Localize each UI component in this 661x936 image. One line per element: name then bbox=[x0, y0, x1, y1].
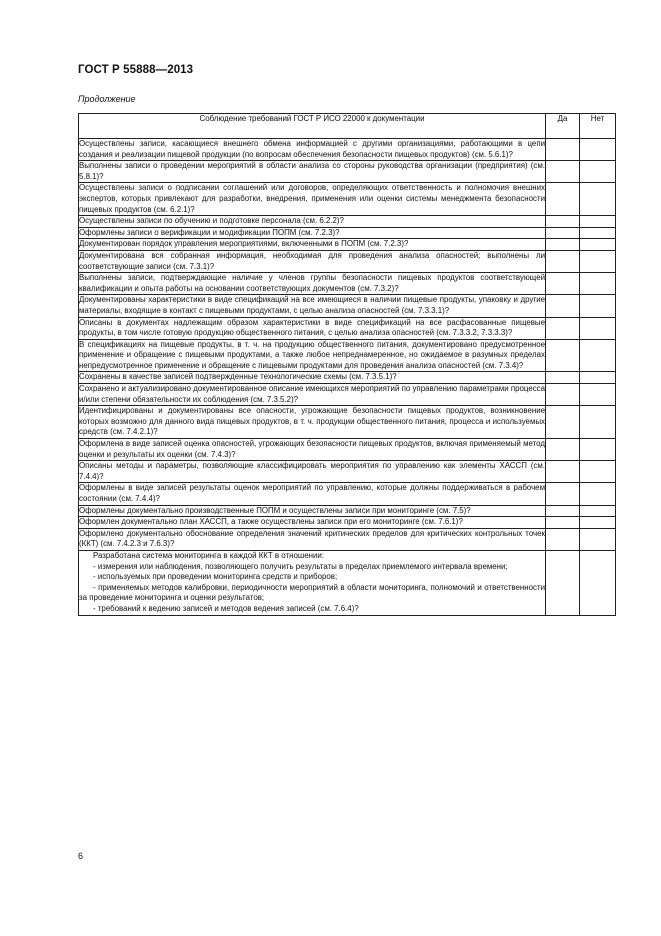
requirement-text: Сохранены в качестве записей подтвержденные технологические схемы (см. 7.3.5.1)? bbox=[79, 372, 546, 384]
no-cell[interactable] bbox=[580, 216, 616, 228]
yes-cell[interactable] bbox=[546, 550, 580, 615]
no-cell[interactable] bbox=[580, 384, 616, 406]
yes-cell[interactable] bbox=[546, 161, 580, 183]
no-cell[interactable] bbox=[580, 227, 616, 239]
table-header-row bbox=[79, 114, 616, 139]
no-cell[interactable] bbox=[580, 161, 616, 183]
requirement-text: Осуществлены записи по обучению и подготовке персонала (см. 6.2.2)? bbox=[79, 216, 546, 228]
yes-cell[interactable] bbox=[546, 250, 580, 272]
requirement-text: Описаны методы и параметры, позволяющие классифицировать мероприятия по управлению как элементы ХАССП (см. 7.4.4)? bbox=[79, 461, 546, 483]
yes-cell[interactable] bbox=[546, 384, 580, 406]
requirement-text: Оформлены записи о верификации и модификации ПОПМ (см. 7.2.3)? bbox=[79, 227, 546, 239]
requirement-text: Осуществлены записи, касающиеся внешнего обмена информацией с другими организациями, работающими в цепи создания и реализации пищевой продукции (по вопросам обеспечения безопасности пищевых продуктов) (см. 5.6.1)? bbox=[79, 139, 546, 161]
requirement-text: Документированы характеристики в виде спецификаций на все имеющиеся в наличии пищевые продукты, упаковку и другие материалы, входящие в контакт с пищевыми продуктами, с целью анализа опасностей (см. 7.3.3.1)? bbox=[79, 295, 546, 317]
requirement-text: Осуществлены записи о подписании соглашений или договоров, определяющих ответственность и полномочия внешних экспертов, которых привлекают для разработки, внедрения, применения или оценки системы менеджмента безопасности пищевых продуктов (см. 6.2.1)? bbox=[79, 183, 546, 216]
requirement-text-monitoring bbox=[79, 550, 546, 615]
requirement-text: В спецификациях на пищевые продукты, в т. ч. на продукцию общественного питания, документировано предусмотренное применение и обращение с пищевыми продуктами, а также любое непреднамеренное, но ожидаемое в разумных пределах непредусмотренное применение и обращение с пищевыми продуктами для проведения анализа опасностей (см. 7.3.4)? bbox=[79, 339, 546, 372]
yes-cell[interactable] bbox=[546, 273, 580, 295]
table-row bbox=[79, 216, 616, 228]
column-header-yes: Да bbox=[546, 114, 580, 139]
table-row bbox=[79, 483, 616, 505]
yes-cell[interactable] bbox=[546, 339, 580, 372]
table-row bbox=[79, 250, 616, 272]
yes-cell[interactable] bbox=[546, 461, 580, 483]
yes-cell[interactable] bbox=[546, 505, 580, 517]
yes-cell[interactable] bbox=[546, 406, 580, 439]
table-row bbox=[79, 505, 616, 517]
table-row bbox=[79, 372, 616, 384]
no-cell[interactable] bbox=[580, 339, 616, 372]
yes-cell[interactable] bbox=[546, 239, 580, 251]
no-cell[interactable] bbox=[580, 550, 616, 615]
no-cell[interactable] bbox=[580, 406, 616, 439]
requirements-table bbox=[78, 113, 616, 616]
monitoring-item: - используемых при проведении мониторинга средств и приборов; bbox=[93, 572, 338, 582]
no-cell[interactable] bbox=[580, 505, 616, 517]
column-header-requirement: Соблюдение требований ГОСТ Р ИСО 22000 к документации bbox=[79, 114, 546, 139]
yes-cell[interactable] bbox=[546, 216, 580, 228]
table-row bbox=[79, 161, 616, 183]
table-row bbox=[79, 461, 616, 483]
table-row bbox=[79, 517, 616, 529]
requirement-text: Оформлена в виде записей оценка опасностей, угрожающих безопасности пищевых продуктов, включая применяемый метод оценки и результаты их оценки (см. 7.4.3)? bbox=[79, 439, 546, 461]
requirement-text: Идентифицированы и документированы все опасности, угрожающие безопасности пищевых продуктов, возникновение которых возможно для данного вида пищевых продуктов, в т. ч. продукции общественного питания, процесса и используемых средств (см. 7.4.2.1)? bbox=[79, 406, 546, 439]
requirement-text: Документирован порядок управления мероприятиями, включенными в ПОПМ (см. 7.2.3)? bbox=[79, 239, 546, 251]
requirement-text: Оформлен документально план ХАССП, а также осуществлены записи при его мониторинге (см. 7.6.1)? bbox=[79, 517, 546, 529]
no-cell[interactable] bbox=[580, 295, 616, 317]
yes-cell[interactable] bbox=[546, 517, 580, 529]
no-cell[interactable] bbox=[580, 273, 616, 295]
requirement-text: Выполнены записи, подтверждающие наличие у членов группы безопасности пищевых продуктов соответствующей квалификации и опыта работы на основании соответствующих документов (см. 7.3.2)? bbox=[79, 273, 546, 295]
table-row bbox=[79, 439, 616, 461]
table-row bbox=[79, 273, 616, 295]
monitoring-item: - измерения или наблюдения, позволяющего получить результаты в пределах приемлемого интервала времени; bbox=[93, 561, 508, 571]
requirement-text: Оформлено документально обоснование определения значений критических пределов для критических контрольных точек (ККТ) (см. 7.4.2.3 и 7.6.3)? bbox=[79, 528, 546, 550]
yes-cell[interactable] bbox=[546, 139, 580, 161]
table-row bbox=[79, 295, 616, 317]
requirement-text: Оформлены документально производственные ПОПМ и осуществлены записи при мониторинге (см. 7.5)? bbox=[79, 505, 546, 517]
yes-cell[interactable] bbox=[546, 528, 580, 550]
yes-cell[interactable] bbox=[546, 183, 580, 216]
table-row bbox=[79, 139, 616, 161]
monitoring-item: - применяемых методов калибровки, периодичности мероприятий в области мониторинга, полномочий и ответственности за проведение мониторинга и оценки результатов; bbox=[79, 582, 545, 603]
no-cell[interactable] bbox=[580, 439, 616, 461]
yes-cell[interactable] bbox=[546, 295, 580, 317]
page-number: 6 bbox=[78, 851, 84, 861]
document-header: ГОСТ Р 55888—2013 bbox=[78, 64, 194, 76]
no-cell[interactable] bbox=[580, 139, 616, 161]
requirement-text: Сохранено и актуализировано документированное описание имеющихся мероприятий по управлению параметрами процесса и/или степени обязательности их соблюдения (см. 7.3.5.2)? bbox=[79, 384, 546, 406]
table-row bbox=[79, 528, 616, 550]
table-row bbox=[79, 183, 616, 216]
table-row bbox=[79, 384, 616, 406]
yes-cell[interactable] bbox=[546, 317, 580, 339]
no-cell[interactable] bbox=[580, 317, 616, 339]
table-row-monitoring bbox=[79, 550, 616, 615]
monitoring-item: - требований к ведению записей и методов ведения записей (см. 7.6.4)? bbox=[93, 603, 359, 613]
no-cell[interactable] bbox=[580, 528, 616, 550]
no-cell[interactable] bbox=[580, 239, 616, 251]
yes-cell[interactable] bbox=[546, 483, 580, 505]
no-cell[interactable] bbox=[580, 461, 616, 483]
no-cell[interactable] bbox=[580, 517, 616, 529]
table-row bbox=[79, 406, 616, 439]
requirement-text: Документирована вся собранная информация, необходимая для проведения анализа опасностей; выполнены ли соответствующие записи (см. 7.3.1)? bbox=[79, 250, 546, 272]
no-cell[interactable] bbox=[580, 483, 616, 505]
table-row bbox=[79, 239, 616, 251]
no-cell[interactable] bbox=[580, 372, 616, 384]
no-cell[interactable] bbox=[580, 183, 616, 216]
yes-cell[interactable] bbox=[546, 372, 580, 384]
requirement-text: Выполнены записи о проведении мероприятий в области анализа со стороны руководства организации (предприятия) (см. 5.8.1)? bbox=[79, 161, 546, 183]
requirement-text: Оформлены в виде записей результаты оценок мероприятий по управлению, которые должны поддерживаться в рабочем состоянии (см. 7.4.4)? bbox=[79, 483, 546, 505]
yes-cell[interactable] bbox=[546, 227, 580, 239]
table-row bbox=[79, 227, 616, 239]
yes-cell[interactable] bbox=[546, 439, 580, 461]
column-header-no: Нет bbox=[580, 114, 616, 139]
no-cell[interactable] bbox=[580, 250, 616, 272]
table-row bbox=[79, 317, 616, 339]
requirement-text: Описаны в документах надлежащим образом характеристики в виде спецификаций на все расфасованные пищевые продукты, в том числе готовую продукцию общественного питания, с целью анализа опасностей (см. 7.3.3.2, 7.3.3.3)? bbox=[79, 317, 546, 339]
table-row bbox=[79, 339, 616, 372]
continuation-label: Продолжение bbox=[78, 94, 136, 104]
monitoring-intro: Разработана система мониторинга в каждой ККТ в отношении: bbox=[93, 550, 324, 560]
